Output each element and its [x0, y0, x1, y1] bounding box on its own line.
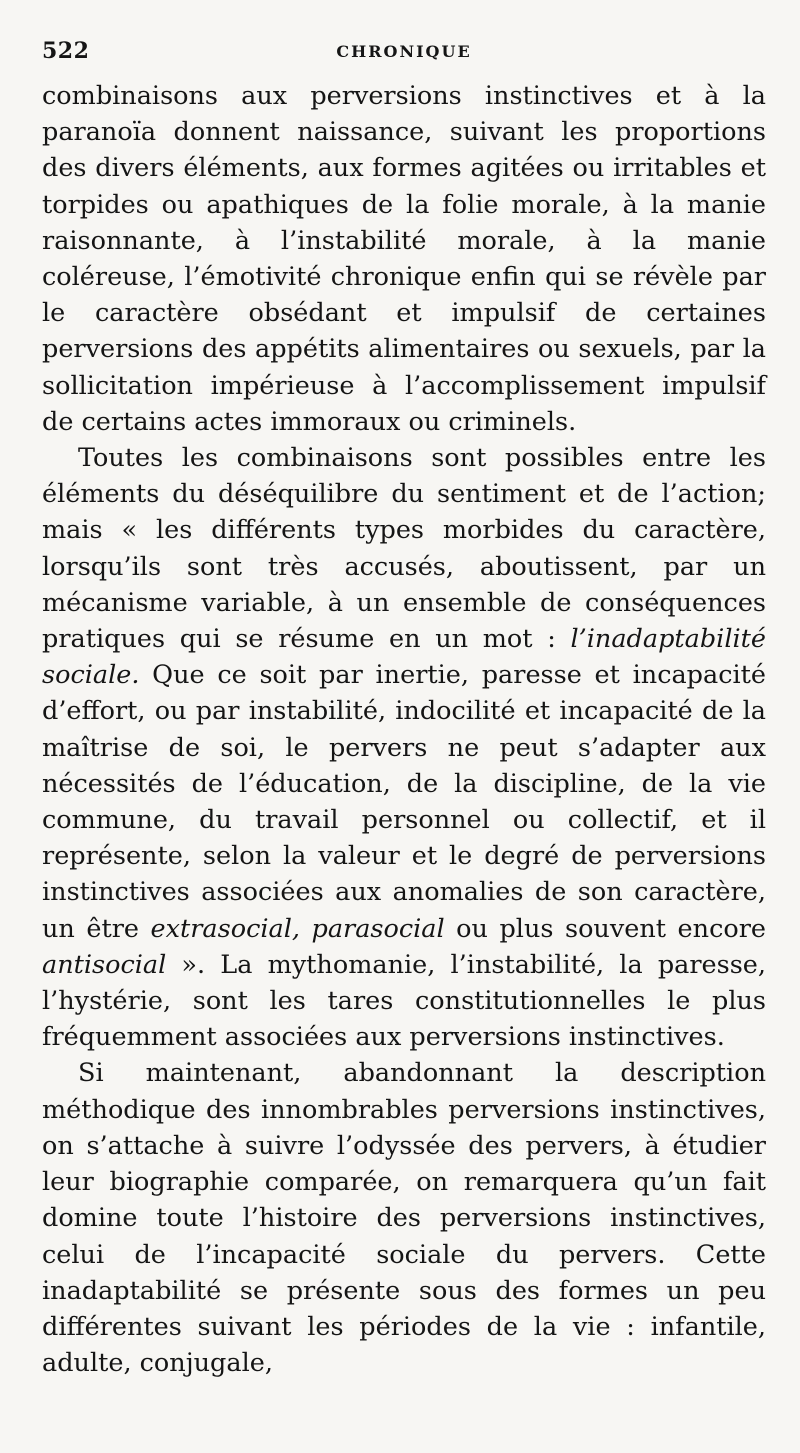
body-text	[42, 78, 766, 1381]
paragraph-3-text: Si maintenant, abandonnant la description méthodique des innombrables perversions instinctives, on s’attache à suivre l’odyssée des pervers, à étudier leur biographie comparée, on remarquera qu’un fait domine toute l’histoire des perversions instinctives, celui de l’incapacité sociale du pervers. Cette inadaptabilité se présente sous des formes un peu différentes suivant les périodes de la vie : infantile, adulte, conjugale,	[42, 1058, 766, 1379]
page-header	[42, 38, 766, 78]
paragraph-2-text-c: ou plus souvent encore	[444, 913, 766, 944]
paragraph-1	[42, 78, 766, 440]
paragraph-2-text-b: Que ce soit par inertie, paresse et incapacité d’effort, ou par instabilité, indocilité et incapacité de la maîtrise de soi, le pervers ne peut s’adapter aux nécessités de l’éducation, de la discipline, de la vie commune, du travail personnel ou collectif, et il représente, selon la valeur et le degré de perversions instinctives associées aux anomalies de son caractère, un être	[42, 660, 766, 944]
paragraph-2-italic-antisocial: antisocial	[42, 949, 167, 980]
page-number: 522	[42, 38, 90, 64]
paragraph-1-text: combinaisons aux perversions instinctives et à la paranoïa donnent naissance, suivant les proportions des divers éléments, aux formes agitées ou irritables et torpides ou apathiques de la folie morale, à la manie raisonnante, à l’instabilité morale, à la manie coléreuse, l’émotivité chronique enfin qui se révèle par le caractère obsédant et impulsif de certaines perversions des appétits alimentaires ou sexuels, par la sollicitation impérieuse à l’accomplissement impulsif de certains actes immoraux ou criminels.	[42, 81, 766, 437]
paragraph-2	[42, 440, 766, 1055]
paragraph-2-italic-inadaptabilite: l’inadaptabilité sociale.	[42, 624, 766, 691]
paragraph-2-text-d: ». La mythomanie, l’instabilité, la paresse, l’hystérie, sont les tares constitutionnelles le plus fréquemment associées aux perversions instinctives.	[42, 949, 766, 1053]
running-title: CHRONIQUE	[336, 42, 472, 61]
paragraph-2-text-a: Toutes les combinaisons sont possibles entre les éléments du déséquilibre du sentiment et de l’action; mais « les différents types morbides du caractère, lorsqu’ils sont très accusés, aboutissent, par un mécanisme variable, à un ensemble de conséquences pratiques qui se résume en un mot :	[42, 443, 766, 655]
paragraph-3	[42, 1055, 766, 1381]
paragraph-2-italic-extrasocial: extrasocial, parasocial	[150, 913, 445, 944]
